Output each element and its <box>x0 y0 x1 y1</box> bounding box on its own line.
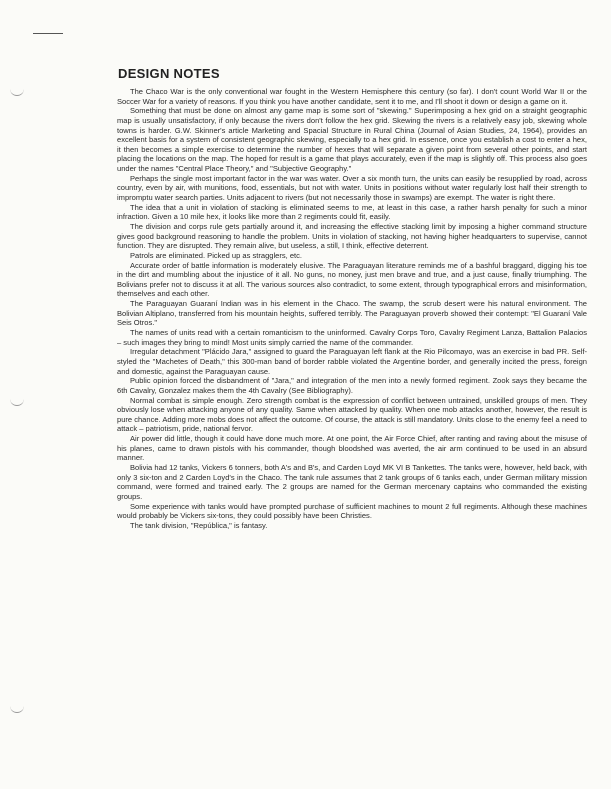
paragraph: Some experience with tanks would have prompted purchase of sufficient machines to mount 2 full regiments. Although these machines would probably be Vickers six-tons, they could possibly have been Christies. <box>117 501 587 521</box>
paragraph: Air power did little, though it could have done much more. At one point, the Air Force Chief, after ranting and raving about the misuse of his planes, came to drawn pistols with his commander, though bloodshed was averted, the air arm continued to be used in an absurd manner. <box>117 434 587 463</box>
paragraph: The idea that a unit in violation of stacking is eliminated seems to me, at least in this case, a rather harsh penalty for such a minor infraction. Given a 10 mile hex, it looks like more than 2 regiments could fit, easily. <box>117 202 587 222</box>
paragraph: Normal combat is simple enough. Zero strength combat is the expression of conflict between untrained, unskilled groups of men. They obviously lose when attacking anyone of any quality. Same when attacked by quality. When one mob attacks another, however, the result is pure chance. Adding more mobs does not affect the outcome. Of course, the attack is still mandatory. Units close to the enemy feel a need to attack – patriotism, pride, national fervor. <box>117 395 587 434</box>
paragraph: Bolivia had 12 tanks, Vickers 6 tonners, both A's and B's, and Carden Loyd MK VI B Tankettes. The tanks were, however, held back, with only 3 six-ton and 2 Carden Loyd's in the Chaco. The tank rule assumes that 2 tank groups of 6 tanks each, under German military mission command, were formed and trained early. The 2 groups are named for the German mercenary captains who commanded the existing groups. <box>117 462 587 501</box>
paragraph: Public opinion forced the disbandment of "Jara," and integration of the men into a newly formed regiment. Zook says they became the 6th Cavalry, Gonzalez makes them the 4th Cavalry (See Bibliography). <box>117 376 587 395</box>
top-rule <box>33 33 63 34</box>
punch-hole-mark <box>10 703 24 713</box>
paragraph: The Chaco War is the only conventional war fought in the Western Hemisphere this century (so far). I don't count World War II or the Soccer War for a variety of reasons. If you think you have another candidate, sent it to me, and I'll shoot it down or design a game on it. <box>117 87 587 106</box>
page-title: DESIGN NOTES <box>118 66 220 81</box>
paragraph: Patrols are eliminated. Picked up as stragglers, etc. <box>130 250 302 260</box>
paragraph: Accurate order of battle information is moderately elusive. The Paraguayan literature reminds me of a bashful braggard, digging his toe in the dirt and mumbling about the injustice of it all. No guns, no money, just men brave and true, and a just cause, finally triumphing. The Bolivians prefer not to discuss it at all. The various sources also contradict, to some extent, through typographical errors and misinformation, themselves and each other. <box>117 260 587 299</box>
body-text <box>117 87 587 530</box>
paragraph: Perhaps the single most important factor in the war was water. Over a six month turn, the units can easily be resupplied by road, across country, even by air, with munitions, food, essentials, but not with water. Units in positions without water regularly lost half their strength to impromptu water search parties. Units adjacent to rivers (but not necessarily those in swamps) are exempt. The water is right there. <box>117 173 587 203</box>
paragraph: The Paraguayan Guaraní Indian was in his element in the Chaco. The swamp, the scrub desert were his natural environment. The Bolivian Altiplano, transferred from his mountain heights, suffered terribly. The Paraguayan proverb showed their contempt: "El Guaraní Vale Seis Otros." <box>117 299 587 328</box>
paragraph: Irregular detachment "Plácido Jara," assigned to guard the Paraguayan left flank at the Rio Pilcomayo, was an exercise in bad PR. Self-styled the "Machetes of Death," this 300-man band of border rabble violated the Argentine border, and generally incited the press, foreign and domestic, against the Paraguayan cause. <box>117 347 587 376</box>
paragraph: The tank division, "República," is fantasy. <box>130 520 268 530</box>
punch-hole-mark <box>10 86 24 96</box>
paragraph: The names of units read with a certain romanticism to the uninformed. Cavalry Corps Toro, Cavalry Regiment Lanza, Battalion Palacios – such images they bring to mind! Most units simply carried the name of the commander. <box>117 328 587 347</box>
paragraph: The division and corps rule gets partially around it, and increasing the effective stacking limit by imposing a higher command structure gives good background reasoning to handle the problem. Units in violation of stacking, not having higher headquarters to supervise, cannot function. They are disrupted. They remain alive, but useless, a still, I think, effective deterrent. <box>117 221 587 251</box>
punch-hole-mark <box>10 396 24 406</box>
paragraph: Something that must be done on almost any game map is some sort of "skewing." Superimposing a hex grid on a straight geographic map is usually unsatisfactory, if only because the rivers don't follow the hex grid. Skewing the rivers is a relatively easy job, skewing whole towns is harder. G.W. Skinner's article Marketing and Spacial Structure in Rural China (Journal of Asian Studies, 24, 1964), provides an excellent basis for a system of consistent geographic skewing, especially to a hex grid. In essence, once you establish a cost to enter a hex, it then becomes a simple exercise to determine the number of hexes that will separate a given point from several other points, and start placing the locations on the map. The hoped for result is a game that plays accurately, even if the map is slightly off. This process also goes under the names "Central Place Theory," and "Subjective Geography." <box>117 106 587 174</box>
